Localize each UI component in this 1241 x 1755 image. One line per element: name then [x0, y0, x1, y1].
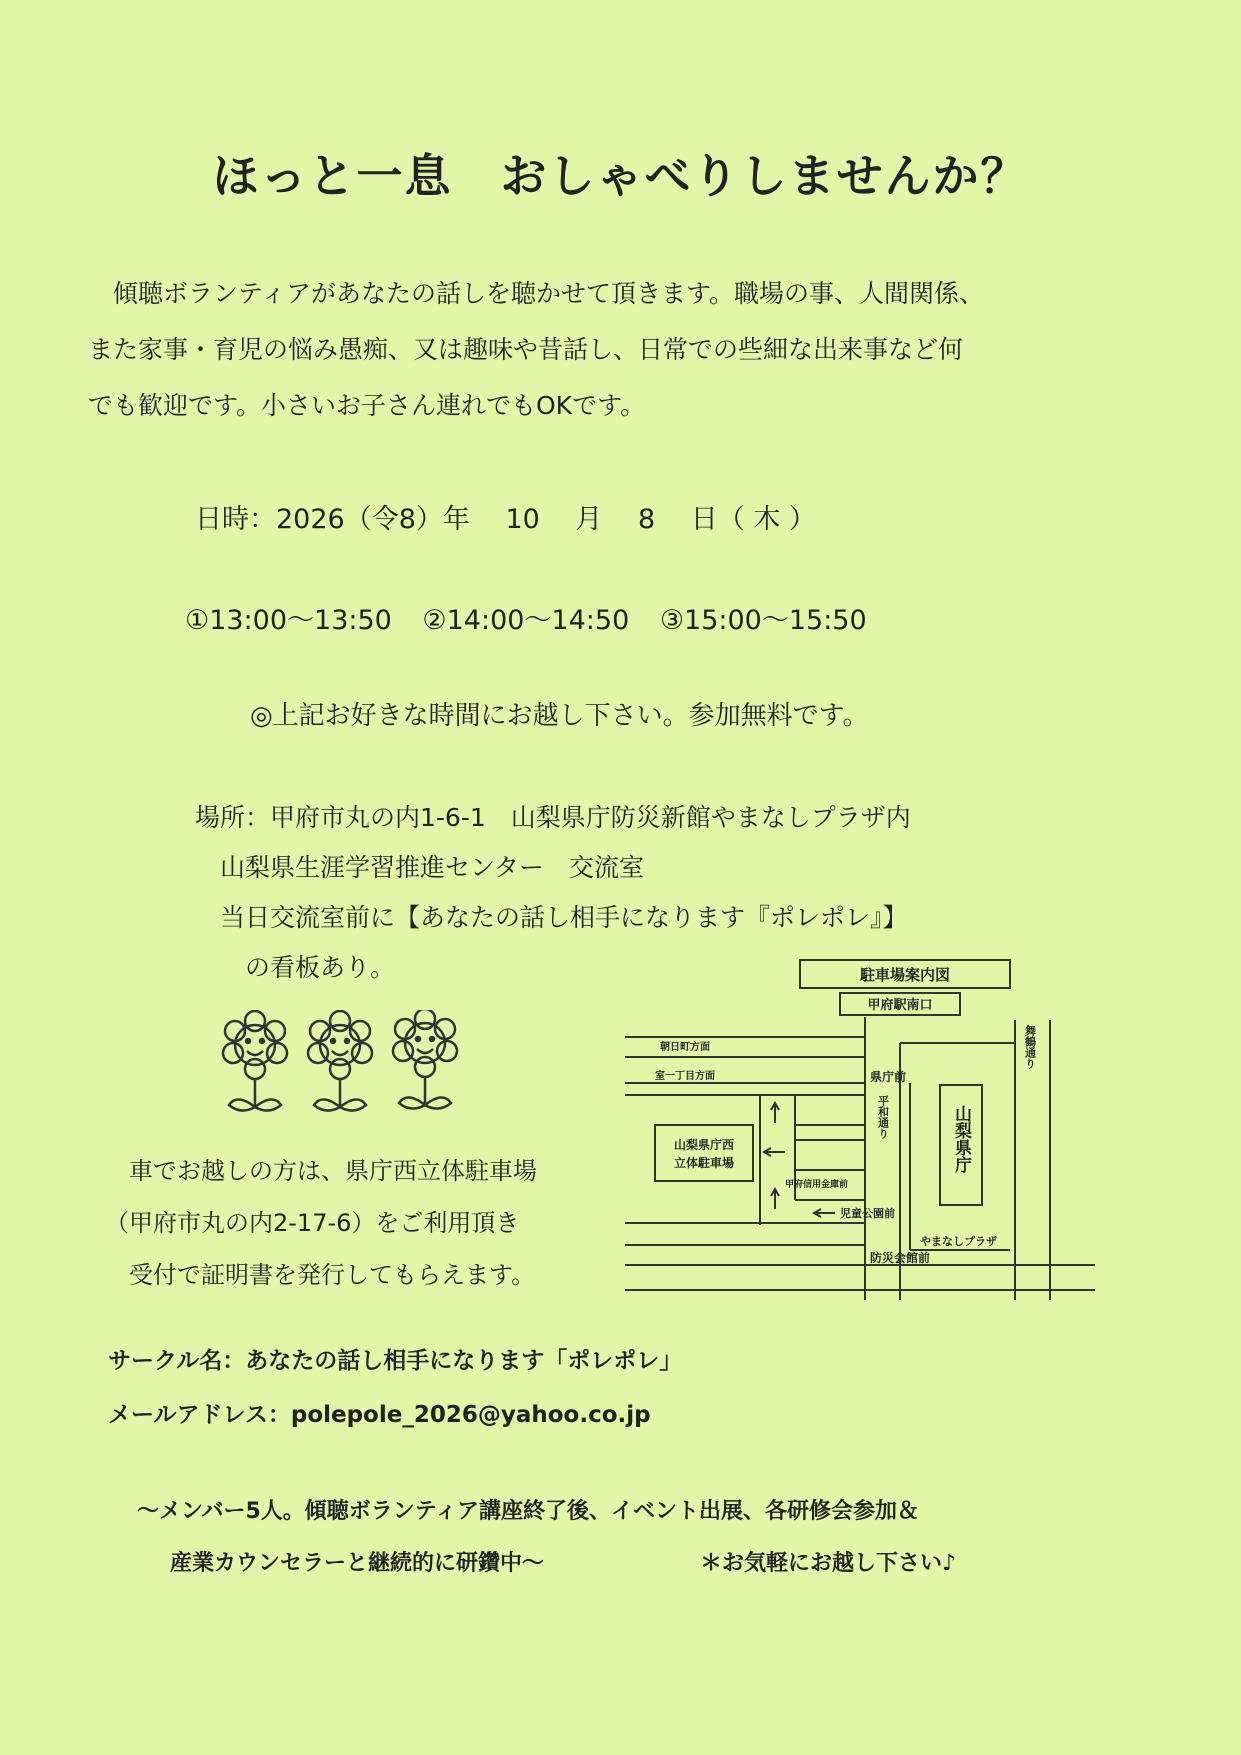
time-slot: ①13:00～13:50 — [185, 605, 392, 636]
intro-line: 傾聴ボランティアがあなたの話しを聴かせて頂きます。職場の事、人間関係、 — [88, 279, 985, 308]
map-label-parking: 山梨県庁西 — [673, 1138, 735, 1152]
map-label-shinkin: 甲府信用金庫前 — [785, 1180, 849, 1190]
page-title: ほっと一息 おしゃべりしませんか？ — [212, 149, 1029, 203]
members-line: ～メンバー5人。傾聴ボランティア講座終了後、イベント出展、各研修会参加＆ — [137, 1499, 920, 1524]
flowers-illustration — [215, 1010, 475, 1120]
flower-icon — [393, 1010, 457, 1109]
map-title: 駐車場案内図 — [859, 966, 951, 984]
parking-building — [655, 1125, 753, 1181]
map-label-kenchomae: 県庁前 — [870, 1070, 907, 1084]
event-date: 日時：2026（令8）年 10 月 8 日（ 木 ） — [195, 504, 816, 535]
attendance-note: ◎上記お好きな時間にお越し下さい。参加無料です。 — [250, 701, 869, 731]
time-slot: ③15:00～15:50 — [659, 605, 867, 636]
time-slot: ②14:00～14:50 — [422, 605, 630, 636]
map-label-plaza: やまなしプラザ — [920, 1235, 997, 1248]
members-line: 産業カウンセラーと継続的に研鑽中～ — [170, 1551, 545, 1576]
time-slots — [185, 598, 889, 637]
parking-line: （甲府市丸の内2-17-6）をご利用頂き — [105, 1209, 520, 1237]
parking-map — [625, 955, 1095, 1325]
map-label-jido: 児童公園前 — [840, 1207, 895, 1220]
map-label-ichome: 室一丁目方面 — [655, 1071, 715, 1082]
map-label-bosai: 防災会館前 — [870, 1251, 931, 1265]
email-address: メールアドレス：polepole_2026@yahoo.co.jp — [108, 1402, 651, 1428]
venue-line: 当日交流室前に【あなたの話し相手になります『ポレポレ』】 — [195, 903, 908, 932]
flower-icon — [223, 1011, 287, 1111]
map-label-joshu: 舞鶴通り — [1023, 1025, 1037, 1069]
map-label-asahi: 朝日町方面 — [660, 1042, 710, 1053]
parking-line: 車でお越しの方は、県庁西立体駐車場 — [105, 1157, 537, 1185]
parking-line: 受付で証明書を発行してもらえます。 — [105, 1261, 536, 1289]
intro-text — [88, 266, 1088, 434]
flower-icon — [308, 1011, 372, 1111]
circle-name: サークル名：あなたの話し相手になります「ポレポレ」 — [108, 1348, 683, 1374]
map-label-kencho: 山梨県庁 — [951, 1105, 971, 1173]
map-label-parking: 立体駐車場 — [673, 1156, 735, 1170]
map-label-heiwa: 平和通り — [876, 1095, 890, 1139]
intro-line: また家事・育児の悩み愚痴、又は趣味や昔話し、日常での些細な出来事など何 — [88, 335, 964, 364]
intro-line: でも歓迎です。小さいお子さん連れでもOKです。 — [88, 391, 646, 420]
map-station: 甲府駅南口 — [867, 998, 933, 1013]
venue-line: 場所：甲府市丸の内1-6-1 山梨県庁防災新館やまなしプラザ内 — [195, 803, 911, 832]
parking-info — [105, 1145, 537, 1301]
venue-line: 山梨県生涯学習推進センター 交流室 — [195, 853, 645, 882]
closing-note: ＊お気軽にお越し下さい♪ — [700, 1551, 957, 1576]
venue-line: の看板あり。 — [195, 953, 396, 982]
